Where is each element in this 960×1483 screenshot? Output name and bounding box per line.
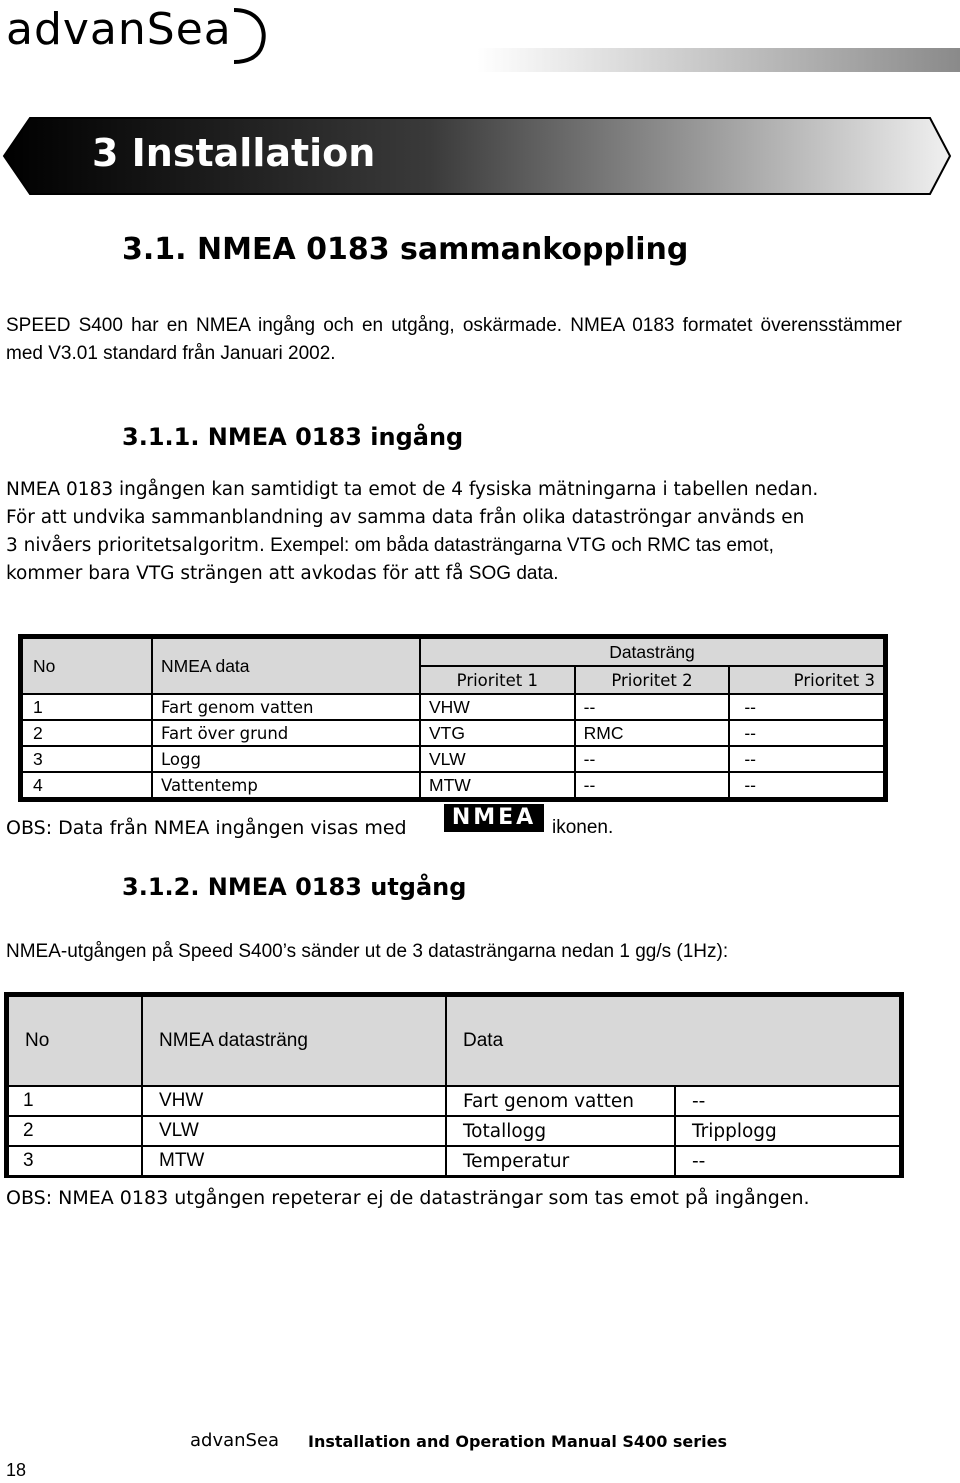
obs-output-note: OBS: NMEA 0183 utgången repeterar ej de datasträngar som tas emot på ingången. (6, 1187, 810, 1209)
col-p3-header: Prioritet 3 (729, 666, 884, 694)
table-row (22, 720, 884, 746)
cell-name: Vattentemp (152, 772, 420, 798)
output-para: NMEA-utgången på Speed S400’s sänder ut de 3 datasträngarna nedan 1 gg/s (1Hz): (6, 941, 729, 962)
cell-p1: VLW (420, 746, 575, 772)
table-row (8, 1086, 900, 1116)
section-title: 3.1. NMEA 0183 sammankoppling (122, 232, 689, 267)
col-data-header: Data (446, 996, 900, 1086)
col-p1-header: Prioritet 1 (420, 666, 575, 694)
input-para-line-4b: SOG data. (463, 563, 559, 584)
cell-data1: Totallogg (446, 1116, 675, 1146)
cell-string: VHW (142, 1086, 446, 1116)
col-no-header: No (22, 638, 152, 694)
col-group-header: Datasträng (420, 638, 884, 666)
subsection-input-title: 3.1.1. NMEA 0183 ingång (122, 423, 464, 451)
cell-no: 2 (22, 720, 152, 746)
cell-name: Fart genom vatten (152, 694, 420, 720)
cell-p3: -- (729, 772, 884, 798)
table-row (22, 772, 884, 798)
page-number: 18 (6, 1460, 27, 1480)
footer-brand-logo: advanSea (190, 1430, 280, 1451)
col-string-header: NMEA datasträng (142, 996, 446, 1086)
logo-swoosh-icon (228, 6, 272, 64)
cell-p3: -- (729, 694, 884, 720)
cell-data2: Tripplogg (675, 1116, 900, 1146)
table-row (22, 746, 884, 772)
footer-manual-title: Installation and Operation Manual S400 series (308, 1432, 728, 1451)
table-row (8, 1146, 900, 1176)
table-row (22, 694, 884, 720)
cell-no: 2 (8, 1116, 142, 1146)
cell-p3: -- (729, 720, 884, 746)
input-para-line-3a: 3 nivåers prioritetsalgoritm. (6, 535, 265, 556)
input-para-line-1: NMEA 0183 ingången kan samtidigt ta emot de 4 fysiska mätningarna i tabellen nedan. (6, 479, 819, 500)
cell-p2: RMC (575, 720, 730, 746)
brand-logo: advanSea (6, 4, 232, 55)
cell-no: 4 (22, 772, 152, 798)
cell-data1: Fart genom vatten (446, 1086, 675, 1116)
cell-data1: Temperatur (446, 1146, 675, 1176)
input-para-line-2: För att undvika sammanblandning av samma data från olika dataströngar används en (6, 507, 805, 528)
cell-p2: -- (575, 772, 730, 798)
cell-p1: VTG (420, 720, 575, 746)
cell-no: 3 (8, 1146, 142, 1176)
input-para-line-4a: kommer bara VTG strängen att avkodas för att få (6, 563, 464, 584)
col-nmea-header: NMEA data (152, 638, 420, 694)
input-para-line-3 (6, 532, 902, 560)
cell-p1: MTW (420, 772, 575, 798)
table-row (8, 1116, 900, 1146)
cell-no: 3 (22, 746, 152, 772)
cell-no: 1 (22, 694, 152, 720)
cell-p1: VHW (420, 694, 575, 720)
cell-p2: -- (575, 746, 730, 772)
cell-name: Logg (152, 746, 420, 772)
nmea-input-table (18, 634, 888, 802)
cell-string: MTW (142, 1146, 446, 1176)
input-para-line-4 (6, 560, 902, 588)
chapter-title: 3 Installation (92, 131, 376, 175)
nmea-icon-label: NMEA (451, 805, 537, 830)
cell-data2: -- (675, 1146, 900, 1176)
subsection-output-title: 3.1.2. NMEA 0183 utgång (122, 873, 467, 901)
cell-data2: -- (675, 1086, 900, 1116)
cell-p2: -- (575, 694, 730, 720)
col-p2-header: Prioritet 2 (575, 666, 730, 694)
col-no-header: No (8, 996, 142, 1086)
nmea-output-table (4, 992, 904, 1178)
nmea-icon (444, 804, 544, 832)
section-intro: SPEED S400 har en NMEA ingång och en utgång, oskärmade. NMEA 0183 formatet överensstämmer med V3.01 standard från Januari 2002. (6, 315, 902, 364)
obs-input-note-end: ikonen. (552, 817, 614, 838)
cell-p3: -- (729, 746, 884, 772)
obs-input-note: OBS: Data från NMEA ingången visas med (6, 817, 407, 839)
cell-name: Fart över grund (152, 720, 420, 746)
input-para-line-3b: Exempel: om båda datasträngarna VTG och RMC tas emot, (264, 535, 774, 556)
cell-string: VLW (142, 1116, 446, 1146)
cell-no: 1 (8, 1086, 142, 1116)
